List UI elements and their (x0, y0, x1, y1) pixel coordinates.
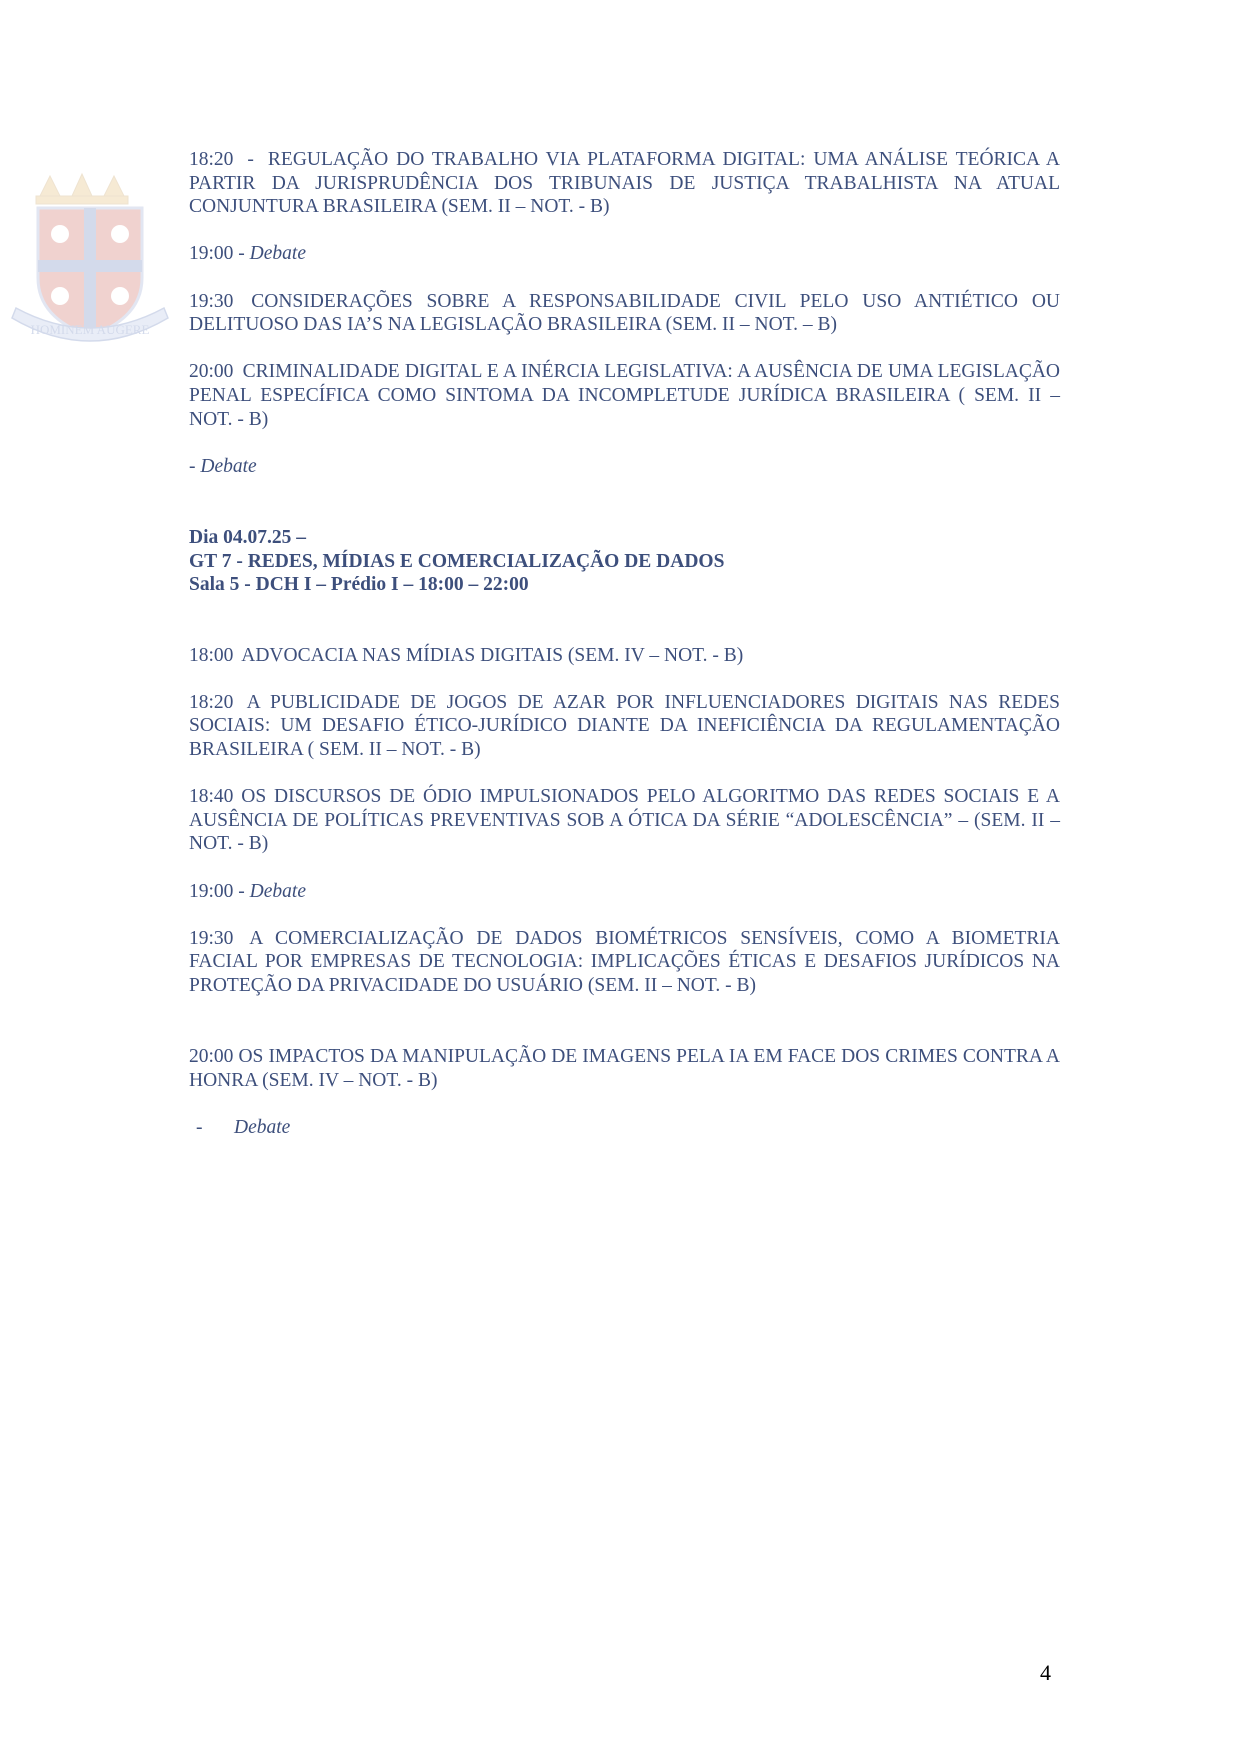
entry-title: REGULAÇÃO DO TRABALHO VIA PLATAFORMA DIGITAL: UMA ANÁLISE TEÓRICA A PARTIR DA JURISPRUDÊNCIA DOS TRIBUNAIS DE JUSTIÇA TRABALHISTA NA ATUAL CONJUNTURA BRASILEIRA (SEM. II – NOT. - B) (189, 149, 1060, 218)
entry-title: CRIMINALIDADE DIGITAL E A INÉRCIA LEGISLATIVA: A AUSÊNCIA DE UMA LEGISLAÇÃO PENAL ESPECÍFICA COMO SINTOMA DA INCOMPLETUDE JURÍDICA BRASILEIRA ( SEM. II – NOT. - B) (189, 361, 1060, 430)
entry-debate: Debate (249, 243, 306, 265)
schedule-content (189, 148, 1060, 1163)
page-number: 4 (1040, 1660, 1051, 1685)
schedule-entry (189, 148, 1060, 219)
closing-debate (189, 1116, 1060, 1140)
entry-title: CONSIDERAÇÕES SOBRE A RESPONSABILIDADE CIVIL PELO USO ANTIÉTICO OU DELITUOSO DAS IA’S NA LEGISLAÇÃO BRASILEIRA (SEM. II – NOT. – B) (189, 290, 1060, 336)
session-day: Dia 04.07.25 – (189, 526, 306, 548)
entry-time: 19:00 (189, 243, 234, 265)
schedule-entry (189, 242, 1060, 266)
schedule-entry (189, 1045, 1060, 1092)
crown-icon (36, 174, 128, 204)
entry-time: 18:20 (189, 691, 234, 713)
session-room: Sala 5 - DCH I – Prédio I – 18:00 – 22:00 (189, 574, 529, 596)
entry-title: OS IMPACTOS DA MANIPULAÇÃO DE IMAGENS PELA IA EM FACE DOS CRIMES CONTRA A HONRA (SEM. IV – NOT. - B) (189, 1046, 1060, 1091)
entry-time: 19:30 (189, 290, 234, 312)
entry-time: 20:00 (189, 361, 234, 383)
entry-debate: Debate (249, 880, 306, 902)
entry-time: 18:20 (189, 149, 234, 170)
schedule-entry (189, 290, 1060, 337)
session-header (189, 526, 1060, 597)
entry-time: 20:00 (189, 1046, 234, 1068)
schedule-entry (189, 644, 1060, 668)
entry-separator: - (247, 149, 254, 170)
entry-title: A PUBLICIDADE DE JOGOS DE AZAR POR INFLUENCIADORES DIGITAIS NAS REDES SOCIAIS: UM DESAFIO ÉTICO-JURÍDICO DIANTE DA INEFICIÊNCIA DA REGULAMENTAÇÃO BRASILEIRA ( SEM. II – NOT. - B) (189, 691, 1060, 761)
schedule-entry (189, 691, 1060, 762)
entry-time: 18:00 (189, 644, 234, 666)
schedule-entry (189, 880, 1060, 904)
entry-time: 18:40 (189, 786, 234, 808)
schedule-entry (189, 360, 1060, 431)
entry-time: 19:00 (189, 880, 234, 902)
crest-motto: HOMINEM AUGERE (30, 322, 150, 337)
schedule-entry (189, 785, 1060, 856)
schedule-entry (189, 927, 1060, 998)
entry-title: A COMERCIALIZAÇÃO DE DADOS BIOMÉTRICOS SENSÍVEIS, COMO A BIOMETRIA FACIAL POR EMPRESAS DE TECNOLOGIA: IMPLICAÇÕES ÉTICAS E DESAFIOS JURÍDICOS NA PROTEÇÃO DA PRIVACIDADE DO USUÁRIO (SEM. II – NOT. - B) (189, 927, 1060, 996)
session-group: GT 7 - REDES, MÍDIAS E COMERCIALIZAÇÃO DE DADOS (189, 550, 725, 572)
closing-dash: - (196, 1116, 203, 1138)
entry-time: 19:30 (189, 927, 234, 949)
university-crest-watermark (10, 168, 170, 358)
entry-title: OS DISCURSOS DE ÓDIO IMPULSIONADOS PELO ALGORITMO DAS REDES SOCIAIS E A AUSÊNCIA DE POLÍTICAS PREVENTIVAS SOB A ÓTICA DA SÉRIE “ADOLESCÊNCIA” – (SEM. II – NOT. - B) (189, 786, 1061, 855)
entry-separator: - (238, 243, 245, 265)
closing-debate-label: Debate (234, 1116, 291, 1138)
entry-title: ADVOCACIA NAS MÍDIAS DIGITAIS (SEM. IV – NOT. - B) (241, 644, 744, 666)
closing-debate: - Debate (189, 455, 257, 477)
entry-separator: - (238, 880, 245, 902)
